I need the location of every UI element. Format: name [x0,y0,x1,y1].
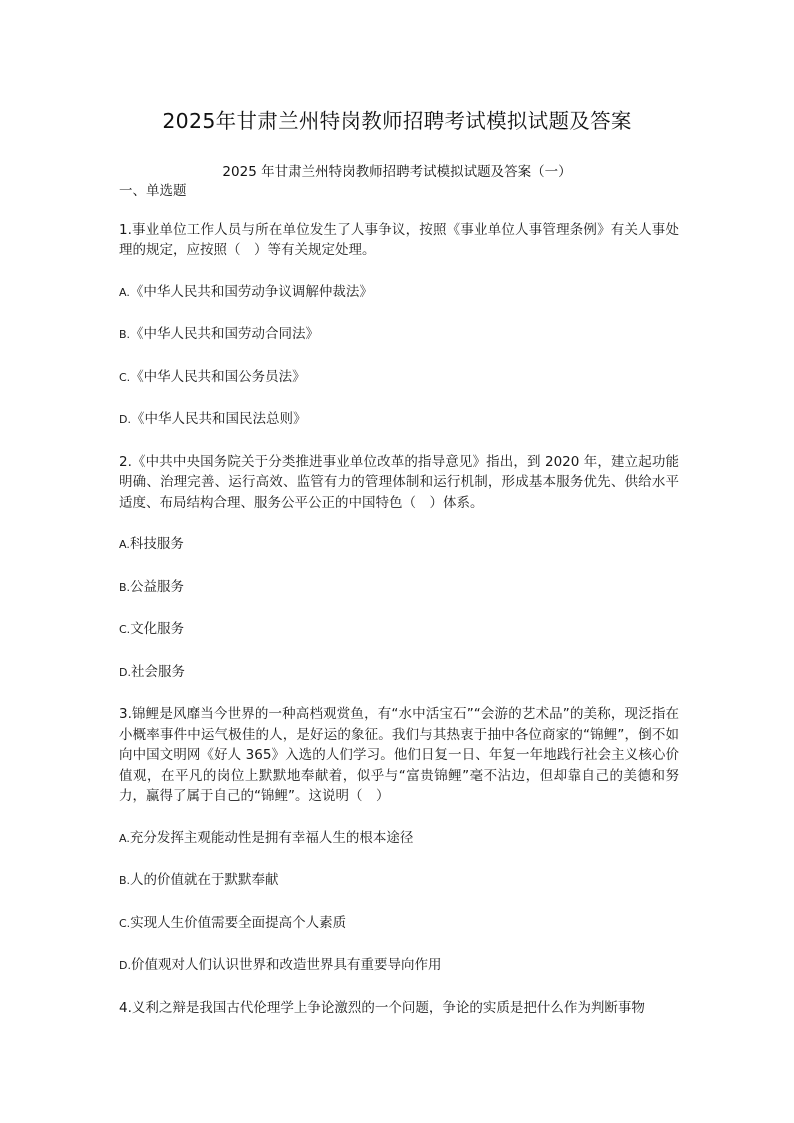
option-label: D. [119,959,131,972]
option-text: 充分发挥主观能动性是拥有幸福人生的根本途径 [129,829,414,846]
option-label: B. [119,580,131,594]
question-2-stem: 2.《中共中央国务院关于分类推进事业单位改革的指导意见》指出，到 2020 年，建立起功能明确、治理完善、运行高效、监管有力的管理体制和运行机制，形成基本服务优先、供给水平适度、布局结构合理、服务公平公正的中国特色（ ）体系。 [119,453,679,511]
question-2-option-d [119,662,679,684]
option-text: 价值观对人们认识世界和改造世界具有重要导向作用 [130,957,442,973]
question-3-option-a [119,828,679,850]
question-1-option-d [119,409,679,431]
option-text: 公益服务 [130,578,185,595]
option-label: D. [119,413,131,426]
option-text: 科技服务 [129,536,184,552]
document-body [119,181,679,1039]
question-3-stem: 3.锦鲤是风靡当今世界的一种高档观赏鱼，有“水中活宝石”“会游的艺术品”的美称，现泛指在小概率事件中运气极佳的人，是好运的象征。我们与其热衷于抽中各位商家的“锦鲤”，倒不如向中国文明网《好人 365》入选的人们学习。他们日复一日、年复一年地践行社会主义核心价值观，在平凡的岗位上默默地奉献着，似乎与“富贵锦鲤”毫不沾边，但却靠自己的美德和努力，赢得了属于自己的“锦鲤”。这说明（ ） [119,706,679,804]
question-3-option-d [119,955,679,977]
option-label: C. [119,370,131,384]
question-1-option-b [119,324,679,346]
question-2-option-c [119,619,679,641]
question-3-option-b [119,870,679,892]
option-label: D. [119,665,131,679]
option-label: A. [119,831,130,845]
option-text: 《中华人民共和国公务员法》 [130,368,306,385]
question-4-stem: 4.义利之辩是我国古代伦理学上争论激烈的一个问题，争论的实质是把什么作为判断事物 [119,999,645,1016]
option-text: 《中华人民共和国民法总则》 [130,411,307,427]
document-title: 2025年甘肃兰州特岗教师招聘考试模拟试题及答案 [162,109,632,133]
option-text: 文化服务 [130,621,185,637]
option-label: B. [119,328,131,341]
option-text: 社会服务 [130,663,185,680]
option-text: 《中华人民共和国劳动合同法》 [130,326,320,342]
section-heading: 一、单选题 [119,183,187,199]
option-label: A. [119,538,130,551]
option-text: 《中华人民共和国劳动争议调解仲裁法》 [129,283,373,300]
option-label: C. [119,623,131,636]
option-text: 实现人生价值需要全面提高个人素质 [130,914,347,931]
option-label: C. [119,916,131,930]
question-2-option-b [119,577,679,599]
option-label: A. [119,285,130,299]
option-text: 人的价值就在于默默奉献 [130,872,279,888]
question-1-option-a [119,282,679,304]
option-label: B. [119,874,131,887]
question-1-stem: 1.事业单位工作人员与所在单位发生了人事争议，按照《事业单位人事管理条例》有关人事处理的规定，应按照（ ）等有关规定处理。 [119,221,679,258]
question-2-option-a [119,534,679,556]
question-3-option-c [119,913,679,935]
document-subtitle: 2025 年甘肃兰州特岗教师招聘考试模拟试题及答案（一） [222,164,572,180]
question-1-option-c [119,367,679,389]
